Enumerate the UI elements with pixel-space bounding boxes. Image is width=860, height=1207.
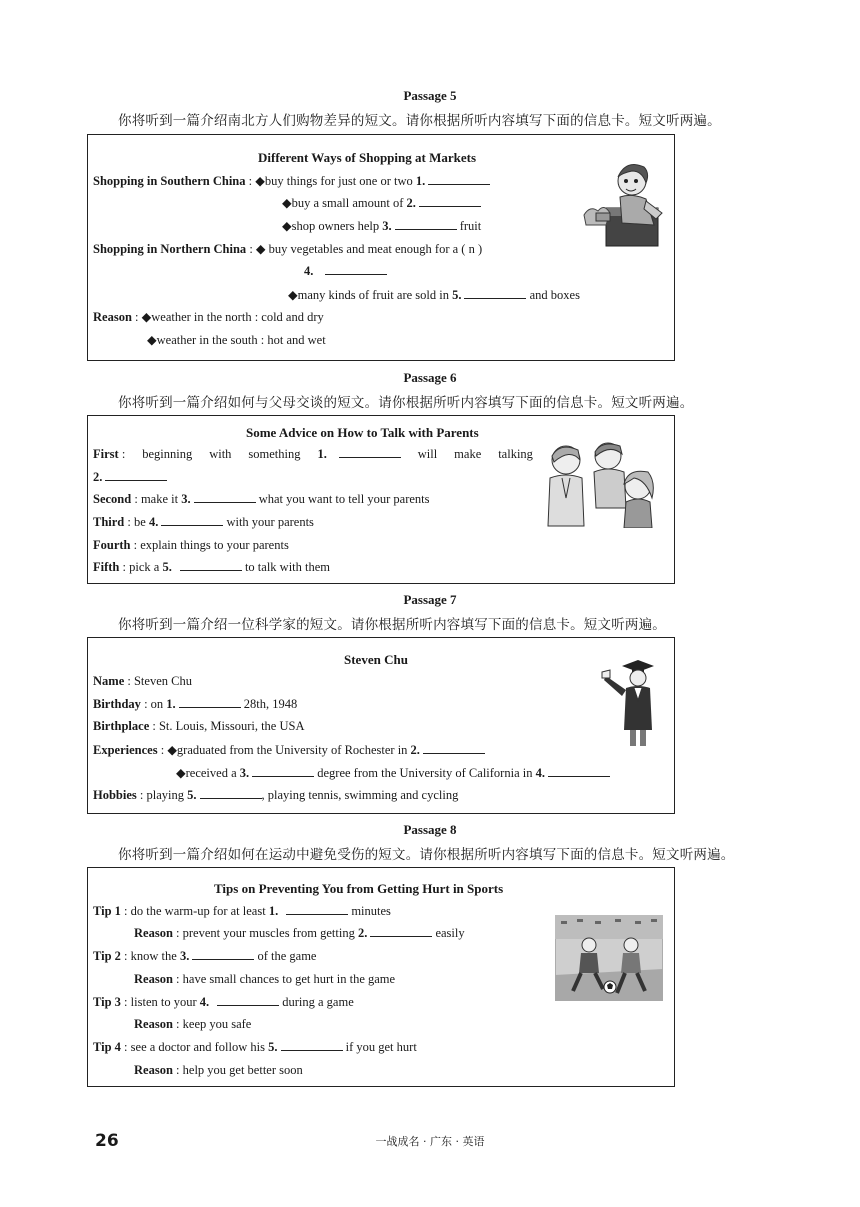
label: Hobbies (93, 788, 137, 802)
blank-num: 1. (166, 697, 176, 711)
text: help you get better soon (179, 1063, 303, 1077)
family-illustration (540, 438, 664, 528)
text: ◆received a (176, 766, 240, 780)
first-line-cont (93, 470, 167, 485)
text: easily (432, 926, 465, 940)
soccer-illustration (555, 915, 663, 1001)
text: ◆weather in the south : hot and wet (147, 333, 326, 347)
text: what you want to tell your parents (255, 492, 430, 506)
first-line: First : beginning with something 1. will make talking (93, 447, 533, 461)
answer-blank[interactable] (395, 219, 457, 230)
blank-num: 4. (535, 766, 545, 780)
label: Tip 3 (93, 995, 121, 1009)
blank-num: 4. (148, 515, 159, 529)
label: Reason (134, 1063, 173, 1077)
text: pick a (129, 560, 163, 574)
experiences-line-2 (176, 765, 610, 781)
text: if you get hurt (342, 1040, 417, 1054)
answer-blank[interactable] (200, 788, 262, 799)
south-line-1: Shopping in Southern China : ◆buy things for just one or two 1. (93, 173, 490, 189)
north-line-1: Shopping in Northern China : ◆ buy vegetables and meat enough for a ( n ) (93, 242, 483, 256)
blank-num: 2. (93, 470, 103, 484)
south-line-2 (282, 195, 481, 211)
blank-num: 1. (317, 447, 327, 461)
answer-blank[interactable] (252, 766, 314, 777)
answer-blank[interactable] (325, 264, 387, 275)
second-line: Second : make it 3. what you want to tell your parents (93, 492, 430, 506)
passage-8-card (87, 867, 675, 1087)
answer-blank[interactable] (286, 904, 348, 915)
answer-blank[interactable] (281, 1040, 343, 1051)
word: talking (498, 447, 533, 461)
label: Name (93, 674, 125, 688)
label: Reason (93, 310, 132, 324)
blank-num: 5. (452, 288, 462, 302)
passage-5-title: Passage 5 (403, 88, 457, 103)
text: with your parents (223, 515, 314, 529)
passage-5-instruction: 你将听到一篇介绍南北方人们购物差异的短文。请你根据所听内容填写下面的信息卡。短文听两遍。 (118, 113, 721, 129)
label: Tip 2 (93, 949, 121, 963)
label: Reason (134, 972, 173, 986)
label: Reason (134, 926, 173, 940)
blank-num: 2. (410, 743, 420, 757)
text: be (134, 515, 149, 529)
experiences-line-1: Experiences : ◆graduated from the University of Rochester in 2. (93, 742, 485, 758)
answer-blank[interactable] (370, 926, 432, 937)
text: of the game (254, 949, 317, 963)
passage-6-instruction: 你将听到一篇介绍如何与父母交谈的短文。请你根据所听内容填写下面的信息卡。短文听两遍。 (118, 395, 694, 411)
word: with (209, 447, 232, 461)
birthplace-line: Birthplace : St. Louis, Missouri, the USA (93, 719, 305, 733)
graduate-illustration (600, 660, 660, 750)
text: Steven Chu (133, 674, 192, 688)
answer-blank[interactable] (161, 515, 223, 526)
blank-num: 5. (162, 560, 172, 574)
tip-2-line: Tip 2 : know the 3. of the game (93, 949, 317, 963)
label: Birthplace (93, 719, 150, 733)
hobbies-line: Hobbies : playing 5. , playing tennis, swimming and cycling (93, 788, 459, 802)
blank-num: 5. (187, 788, 197, 802)
reason-3-line: Reason : keep you safe (134, 1017, 252, 1031)
south-line-3 (282, 218, 481, 234)
text: , playing tennis, swimming and cycling (261, 788, 459, 802)
tip-3-line: Tip 3 : listen to your 4. during a game (93, 995, 354, 1009)
text: ◆buy things for just one or two (255, 174, 416, 188)
label: Tip 4 (93, 1040, 121, 1054)
card-title: Some Advice on How to Talk with Parents (246, 425, 479, 440)
label: Second (93, 492, 132, 506)
blank-num: 2. (406, 196, 416, 210)
passage-7-card (87, 637, 675, 814)
birthday-line: Birthday : on 1. 28th, 1948 (93, 697, 298, 711)
text: St. Louis, Missouri, the USA (155, 719, 305, 733)
text: do the warm-up for at least (130, 904, 269, 918)
text: prevent your muscles from getting (182, 926, 358, 940)
text: ◆ buy vegetables and meat enough for a ( n ) (255, 242, 483, 256)
blank-num: 1. (268, 904, 279, 918)
text: minutes (348, 904, 391, 918)
blank-num: 3. (239, 766, 250, 780)
text: keep you safe (182, 1017, 252, 1031)
label: Fifth (93, 560, 120, 574)
passage-8-title: Passage 8 (403, 822, 457, 837)
text: during a game (279, 995, 354, 1009)
reason-line-1: Reason : ◆weather in the north : cold and dry (93, 310, 324, 324)
passage-6-title: Passage 6 (403, 370, 457, 385)
blank-num: 1. (415, 174, 426, 188)
reason-line-2 (147, 332, 326, 348)
answer-blank[interactable] (192, 949, 254, 960)
label: Birthday (93, 697, 141, 711)
card-title: Steven Chu (344, 652, 408, 667)
card-title: Different Ways of Shopping at Markets (258, 150, 476, 165)
passage-7-title: Passage 7 (403, 592, 457, 607)
passage-7-instruction: 你将听到一篇介绍一位科学家的短文。请你根据所听内容填写下面的信息卡。短文听两遍。 (118, 617, 666, 633)
name-line: Name : Steven Chu (93, 674, 192, 688)
reason-4-line: Reason : help you get better soon (134, 1063, 303, 1077)
answer-blank[interactable] (180, 560, 242, 571)
reason-1-line: Reason : prevent your muscles from getting 2. easily (134, 926, 465, 940)
text: on (150, 697, 167, 711)
word: will (417, 447, 438, 461)
text: ◆weather in the north : cold and dry (141, 310, 324, 324)
card-title: Tips on Preventing You from Getting Hurt in Sports (214, 881, 504, 896)
answer-blank[interactable] (194, 492, 256, 503)
word: something (248, 447, 301, 461)
label: Third (93, 515, 125, 529)
blank-num: 3. (181, 492, 191, 506)
tip-4-line: Tip 4 : see a doctor and follow his 5. if you get hurt (93, 1040, 417, 1054)
text: have small chances to get hurt in the game (182, 972, 396, 986)
label: Shopping in Northern China (93, 242, 247, 256)
text: ◆graduated from the University of Rochester in (167, 743, 411, 757)
label: Tip 1 (93, 904, 121, 918)
answer-blank[interactable] (423, 743, 485, 754)
shopper-illustration (576, 153, 666, 251)
text: listen to your (130, 995, 200, 1009)
word: beginning (142, 447, 193, 461)
third-line: Third : be 4. with your parents (93, 515, 314, 529)
fifth-line: Fifth : pick a 5. to talk with them (93, 560, 331, 574)
text: ◆buy a small amount of (282, 196, 407, 210)
label: Fourth (93, 538, 131, 552)
text: explain things to your parents (140, 538, 289, 552)
label: First (93, 447, 119, 461)
answer-blank[interactable] (105, 470, 167, 481)
text: ◆shop owners help (282, 219, 383, 233)
passage-6-card (87, 415, 675, 584)
text: to talk with them (241, 560, 331, 574)
passage-5-card (87, 134, 675, 361)
north-line-1-cont (304, 264, 387, 279)
footer-text: 一战成名 · 广东 · 英语 (375, 1135, 485, 1148)
answer-blank[interactable] (464, 288, 526, 299)
blank-num: 4. (304, 264, 314, 278)
answer-blank[interactable] (548, 766, 610, 777)
text: know the (130, 949, 180, 963)
label: Experiences (93, 743, 158, 757)
text: see a doctor and follow his (130, 1040, 269, 1054)
answer-blank[interactable] (339, 447, 401, 458)
answer-blank[interactable] (217, 995, 279, 1006)
passage-8-instruction: 你将听到一篇介绍如何在运动中避免受伤的短文。请你根据所听内容填写下面的信息卡。短文听两遍。 (118, 847, 735, 863)
blank-num: 4. (199, 995, 210, 1009)
blank-num: 2. (357, 926, 368, 940)
tip-1-line: Tip 1 : do the warm-up for at least 1. minutes (93, 904, 391, 918)
reason-2-line: Reason : have small chances to get hurt in the game (134, 972, 396, 986)
text: and boxes (526, 288, 580, 302)
text: degree from the University of California in (314, 766, 536, 780)
text: playing (146, 788, 188, 802)
page-number: 26 (95, 1131, 119, 1151)
blank-num: 3. (179, 949, 190, 963)
answer-blank[interactable] (179, 697, 241, 708)
label: Reason (134, 1017, 173, 1031)
text: make it (140, 492, 182, 506)
blank-num: 3. (382, 219, 392, 233)
answer-blank[interactable] (428, 174, 490, 185)
word: make (454, 447, 482, 461)
text: ◆many kinds of fruit are sold in (288, 288, 453, 302)
answer-blank[interactable] (419, 196, 481, 207)
label: Shopping in Southern China (93, 174, 246, 188)
text: 28th, 1948 (240, 697, 298, 711)
fourth-line: Fourth : explain things to your parents (93, 538, 289, 552)
text: fruit (456, 219, 482, 233)
blank-num: 5. (268, 1040, 278, 1054)
north-line-2 (288, 287, 580, 303)
